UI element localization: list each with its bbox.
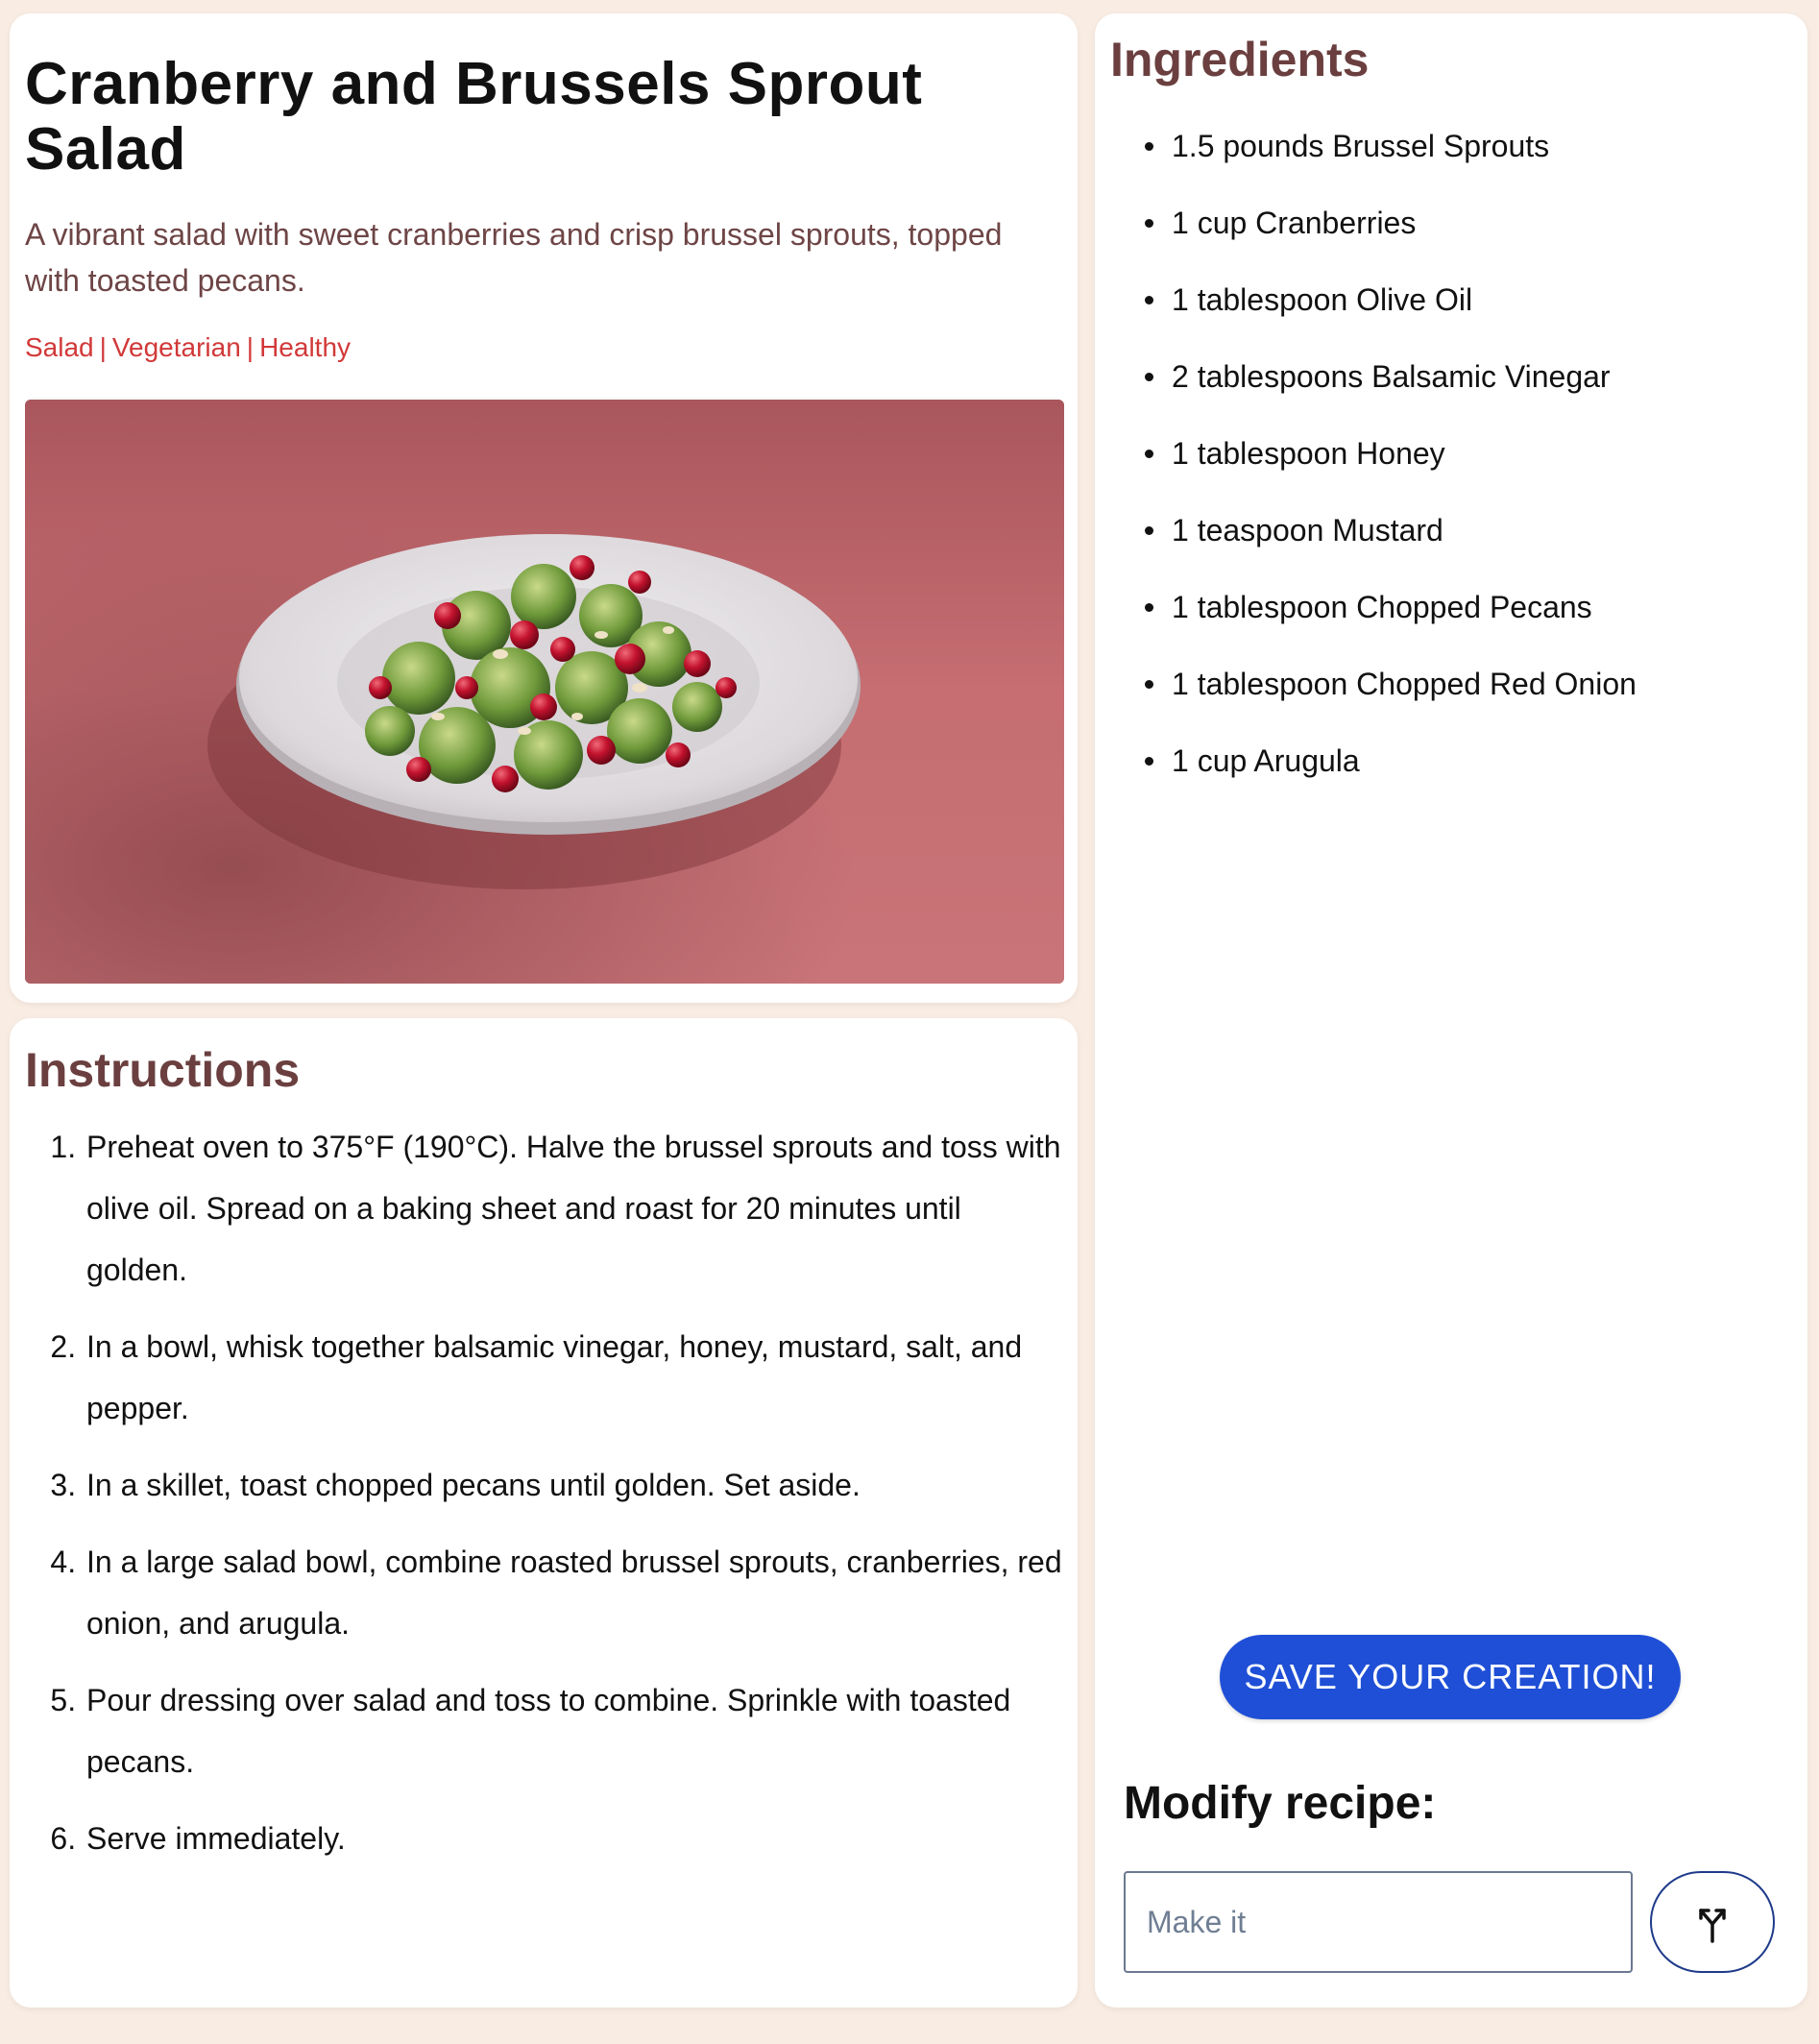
ingredient-item: 1 tablespoon Honey <box>1141 434 1792 473</box>
recipe-description: A vibrant salad with sweet cranberries and crisp brussel sprouts, topped with toasted pecans. <box>25 217 1003 299</box>
tag-vegetarian: Vegetarian <box>111 332 241 363</box>
instruction-step: 3. In a skillet, toast chopped pecans until golden. Set aside. <box>85 1454 1062 1516</box>
instruction-step: 2. In a bowl, whisk together balsamic vinegar, honey, mustard, salt, and pepper. <box>85 1316 1062 1439</box>
tag-healthy: Healthy <box>259 332 352 363</box>
ingredient-item: 1 tablespoon Chopped Red Onion <box>1141 665 1792 703</box>
instructions-heading: Instructions <box>25 1043 301 1097</box>
tag-separator: | <box>99 332 107 363</box>
ingredient-item: 1.5 pounds Brussel Sprouts <box>1141 127 1792 165</box>
recipe-photo <box>25 400 1064 984</box>
ingredient-item: 1 cup Arugula <box>1141 742 1792 780</box>
instruction-steps <box>25 1116 1062 1869</box>
ingredients-card <box>1095 13 1807 2008</box>
recipe-title: Cranberry and Brussels Sprout Salad <box>25 51 923 183</box>
recipe-tags <box>25 332 1062 363</box>
ingredient-item: 2 tablespoons Balsamic Vinegar <box>1141 357 1792 396</box>
instruction-step: 4. In a large salad bowl, combine roasted brussel sprouts, cranberries, red onion, and arugula. <box>85 1531 1062 1654</box>
modify-submit-button[interactable] <box>1650 1871 1775 1973</box>
modify-recipe-label: Modify recipe: <box>1124 1778 1437 1829</box>
tag-separator: | <box>246 332 255 363</box>
ingredient-item: 1 tablespoon Chopped Pecans <box>1141 588 1792 626</box>
fork-arrows-icon <box>1689 1899 1735 1945</box>
ingredients-heading: Ingredients <box>1110 33 1370 86</box>
instructions-card <box>10 1018 1078 2008</box>
recipe-overview-card <box>10 13 1078 1003</box>
instruction-step: 1. Preheat oven to 375°F (190°C). Halve the brussel sprouts and toss with olive oil. Spread on a baking sheet and roast for 20 minutes until golden. <box>85 1116 1062 1301</box>
ingredient-item: 1 tablespoon Olive Oil <box>1141 280 1792 319</box>
salad-plate-illustration <box>25 400 1064 984</box>
ingredient-item: 1 teaspoon Mustard <box>1141 511 1792 549</box>
modify-recipe-input[interactable] <box>1124 1871 1633 1973</box>
ingredient-list <box>1110 127 1792 780</box>
save-creation-button[interactable]: SAVE YOUR CREATION! <box>1220 1635 1681 1719</box>
instruction-step: 6. Serve immediately. <box>85 1808 1062 1869</box>
instruction-step: 5. Pour dressing over salad and toss to combine. Sprinkle with toasted pecans. <box>85 1669 1062 1792</box>
ingredient-item: 1 cup Cranberries <box>1141 204 1792 242</box>
tag-salad: Salad <box>25 332 94 363</box>
